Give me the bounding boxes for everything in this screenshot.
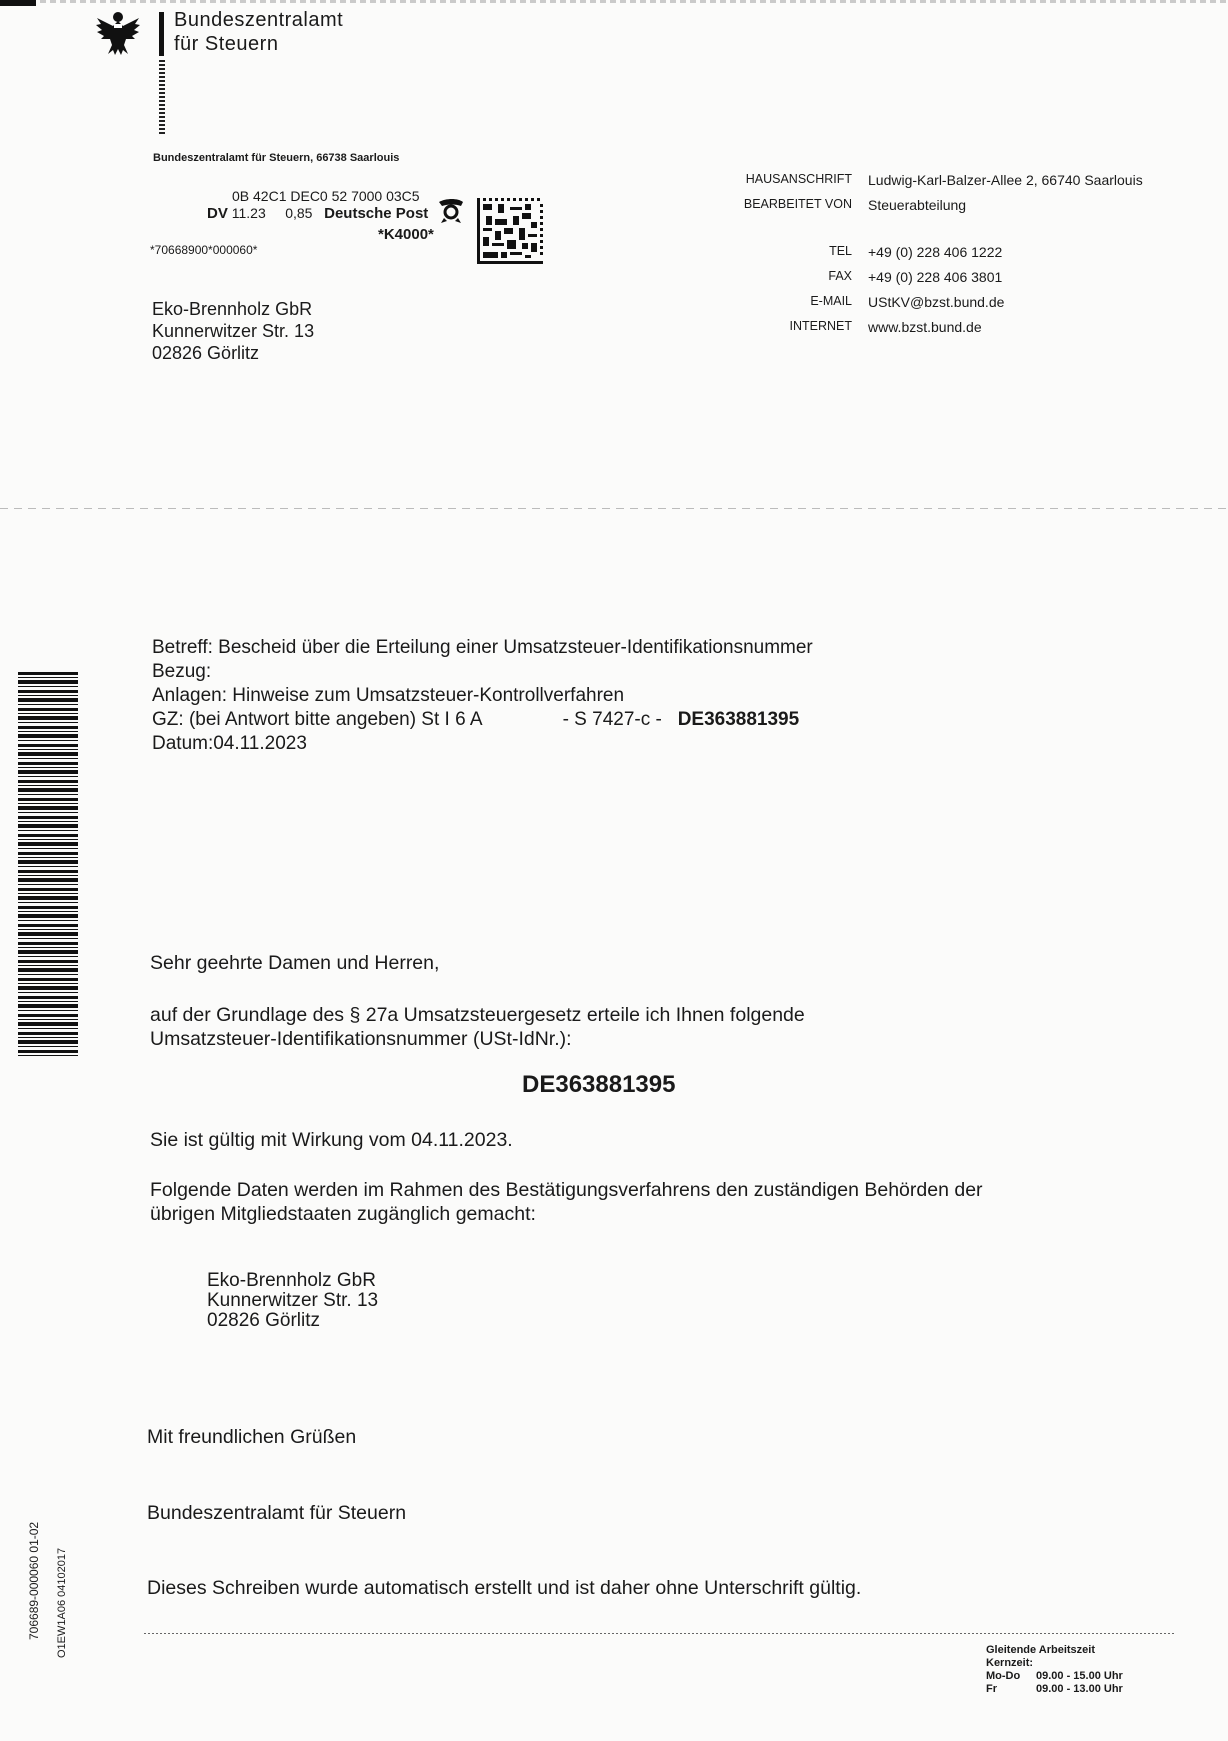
signatory: Bundeszentralamt für Steuern	[147, 1502, 407, 1524]
tel-label: TEL	[829, 244, 852, 258]
paragraph-1-line2: Umsatzsteuer-Identifikationsnummer (USt-IdNr.):	[150, 1028, 572, 1050]
email-label: E-MAIL	[810, 294, 852, 308]
hausanschrift-value: Ludwig-Karl-Balzer-Allee 2, 66740 Saarlouis	[868, 172, 1143, 188]
bearbeitet-label: BEARBEITET VON	[743, 197, 852, 211]
vat-id-number: DE363881395	[522, 1071, 676, 1098]
side-code-1: 706689-000060 01-02	[27, 1521, 41, 1640]
dv-date: 11.23	[231, 205, 266, 221]
office-hours-title: Gleitende Arbeitszeit	[986, 1644, 1096, 1656]
gz-text: GZ: (bei Antwort bitte angeben) St I 6 A	[152, 709, 483, 730]
footer-rule	[144, 1633, 1176, 1634]
post-horn-icon	[436, 198, 466, 224]
side-barcode	[18, 672, 78, 1057]
internet-label: INTERNET	[789, 319, 852, 333]
betreff-line: Betreff: Bescheid über die Erteilung einer Umsatzsteuer-Identifikationsnummer	[152, 637, 813, 658]
sender-return-address: Bundeszentralamt für Steuern, 66738 Saarlouis	[153, 152, 400, 164]
contact-values	[868, 172, 1143, 344]
salutation: Sehr geehrte Damen und Herren,	[150, 952, 440, 974]
fax-value: +49 (0) 228 406 3801	[868, 269, 1003, 285]
office-hours-time-2: 09.00 - 13.00 Uhr	[1036, 1683, 1123, 1695]
fold-line	[0, 508, 1228, 509]
gz-file-number: - S 7427-c -	[562, 709, 662, 730]
anlagen-line: Anlagen: Hinweise zum Umsatzsteuer-Kontrollverfahren	[152, 685, 625, 706]
published-address	[207, 1271, 378, 1331]
contact-labels	[690, 172, 852, 344]
fax-label: FAX	[828, 269, 852, 283]
side-code-2: O1EW1A06 04102017	[56, 1547, 68, 1658]
internet-value: www.bzst.bund.de	[868, 319, 982, 335]
franking-code: 0B 42C1 DEC0 52 7000 03C5	[232, 188, 420, 204]
page-top-edge	[0, 0, 1228, 3]
subject-block	[152, 636, 813, 756]
datum-line: Datum:04.11.2023	[152, 733, 307, 754]
paragraph-2-line2: übrigen Mitgliedstaaten zugänglich gemacht:	[150, 1203, 536, 1225]
reference-code: *70668900*000060*	[150, 243, 258, 257]
postage-carrier: Deutsche Post	[324, 205, 429, 222]
paragraph-2-line1: Folgende Daten werden im Rahmen des Bestätigungsverfahrens den zuständigen Behörden der	[150, 1179, 983, 1201]
paragraph-1-line1: auf der Grundlage des § 27a Umsatzsteuergesetz erteile ich Ihnen folgende	[150, 1004, 805, 1026]
office-hours-row-1	[986, 1670, 1123, 1683]
organization-name-line1: Bundeszentralamt	[174, 9, 344, 31]
tel-value: +49 (0) 228 406 1222	[868, 244, 1003, 260]
published-address-line2: Kunnerwitzer Str. 13	[207, 1290, 379, 1311]
recipient-address	[152, 298, 314, 364]
dv-label: DV	[207, 205, 228, 222]
office-hours-day-2: Fr	[986, 1683, 997, 1695]
federal-eagle-icon	[93, 8, 143, 58]
recipient-line3: 02826 Görlitz	[152, 343, 260, 363]
validity-statement: Sie ist gültig mit Wirkung vom 04.11.2023.	[150, 1129, 513, 1151]
published-address-line3: 02826 Görlitz	[207, 1310, 321, 1331]
gz-vat-id: DE363881395	[677, 709, 800, 730]
organization-name-line2: für Steuern	[174, 33, 279, 55]
gz-line	[152, 708, 813, 732]
office-hours-kernzeit: Kernzeit:	[986, 1657, 1034, 1669]
logo-bar	[159, 12, 164, 56]
paragraph-2	[150, 1178, 983, 1226]
closing: Mit freundlichen Grüßen	[147, 1426, 357, 1448]
office-hours-row-2	[986, 1683, 1123, 1696]
office-hours-time-1: 09.00 - 15.00 Uhr	[1036, 1670, 1123, 1682]
postage-price: 0,85	[285, 205, 313, 221]
office-hours	[986, 1644, 1123, 1696]
recipient-line2: Kunnerwitzer Str. 13	[152, 321, 315, 341]
paragraph-1	[150, 1003, 805, 1051]
hausanschrift-label: HAUSANSCHRIFT	[745, 172, 852, 186]
automatic-notice: Dieses Schreiben wurde automatisch erstellt und ist daher ohne Unterschrift gültig.	[147, 1577, 862, 1599]
organization-name	[174, 8, 394, 56]
corner-mark	[0, 0, 36, 6]
datamatrix-code	[477, 198, 543, 264]
office-hours-day-1: Mo-Do	[986, 1670, 1021, 1682]
recipient-line1: Eko-Brennholz GbR	[152, 299, 313, 319]
bezug-line: Bezug:	[152, 661, 212, 682]
route-code: *K4000*	[378, 226, 434, 243]
logo-lines	[159, 60, 165, 134]
postage-line	[207, 205, 428, 222]
email-value: UStKV@bzst.bund.de	[868, 294, 1005, 310]
published-address-line1: Eko-Brennholz GbR	[207, 1270, 376, 1291]
bearbeitet-value: Steuerabteilung	[868, 197, 967, 213]
